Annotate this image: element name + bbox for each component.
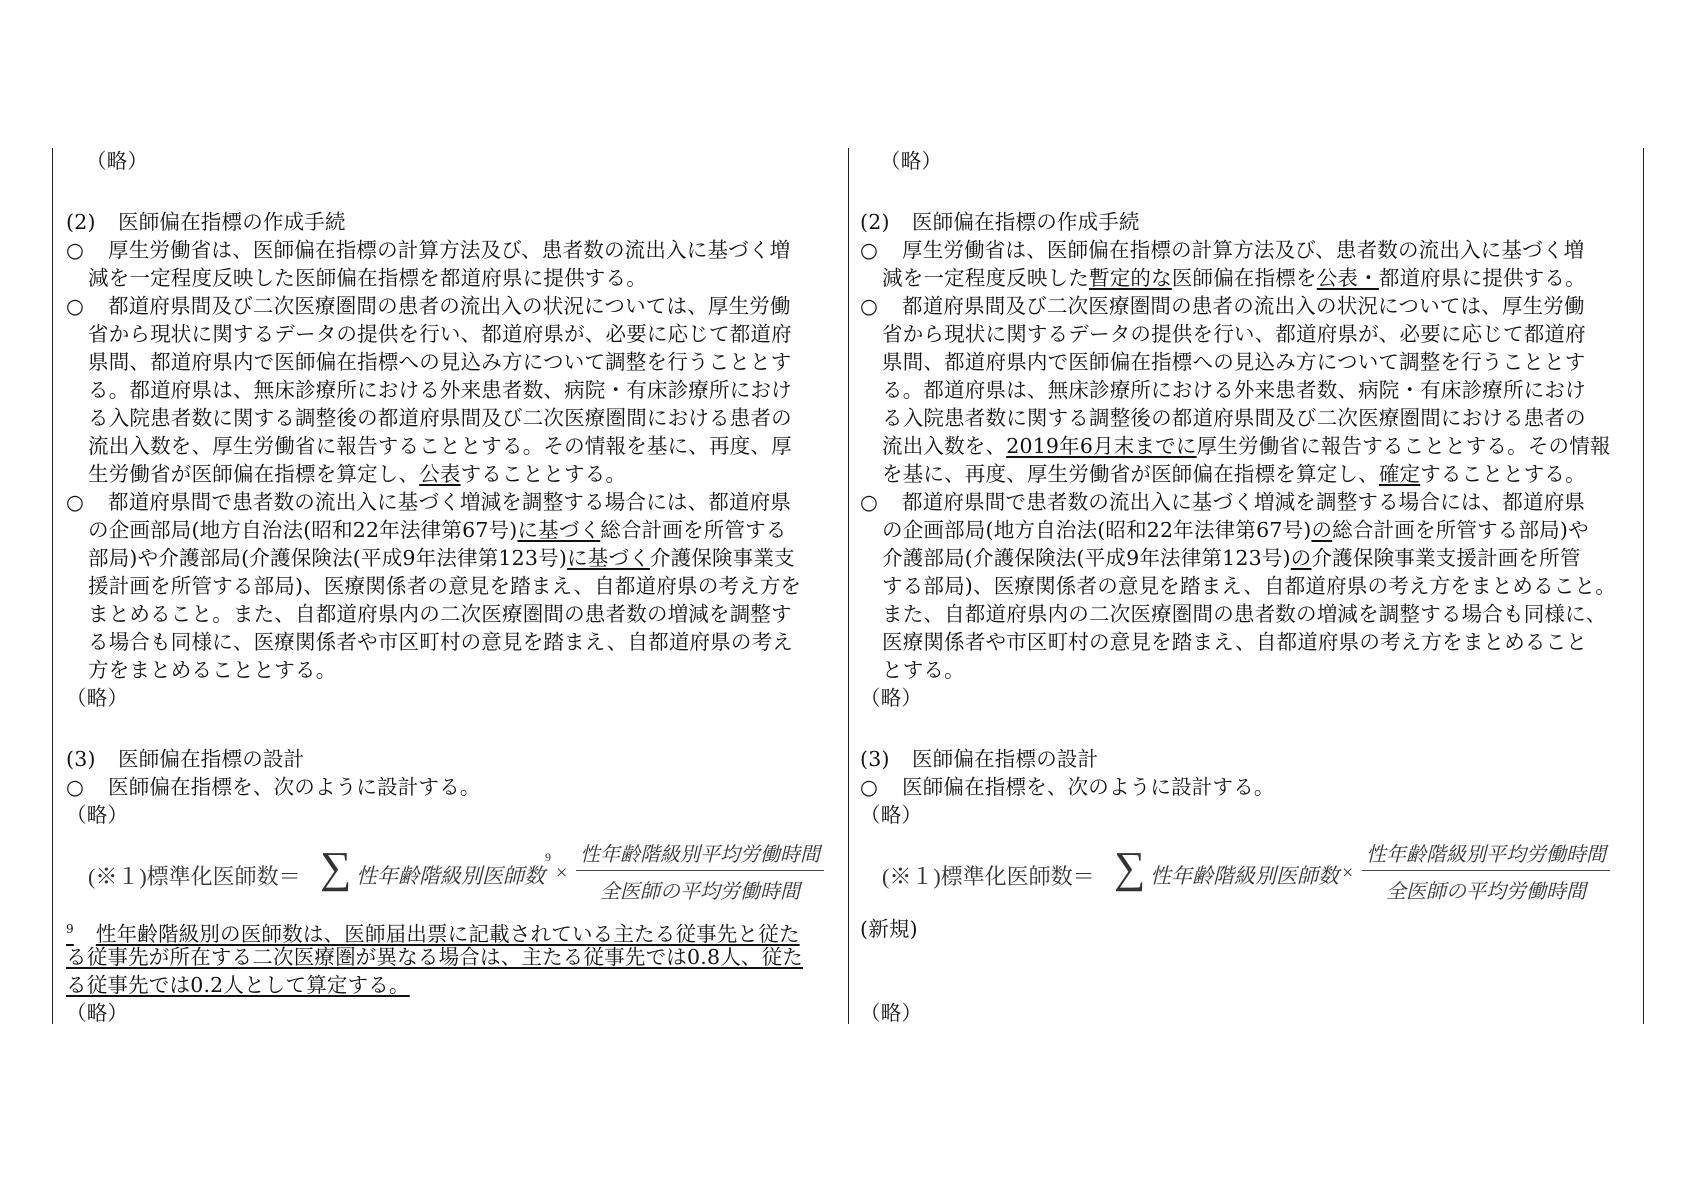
omitted-end: （略） <box>66 1001 129 1025</box>
section-number: (2) <box>66 210 96 234</box>
footnote-mark: 9 <box>66 922 74 936</box>
paragraph-2-line: 省から現状に関するデータの提供を行い、都道府県が、必要に応じて都道府 <box>882 322 1586 346</box>
omitted-top: （略） <box>86 149 149 173</box>
formula-fraction <box>576 838 824 904</box>
footnote-line: る従事先が所在する二次医療圏が異なる場合は、主たる従事先では0.8人、従た <box>66 945 803 969</box>
paragraph-2-line <box>882 432 1611 460</box>
text: 厚生労働省に報告することとする。その情報 <box>1196 434 1611 458</box>
section-3-heading <box>860 745 1098 773</box>
bullet: ○ <box>860 775 879 799</box>
paragraph-3-line: 方をまとめることとする。 <box>88 658 337 682</box>
paragraph-3-line: とする。 <box>882 658 965 682</box>
paragraph-3-line: また、自都道府県内の二次医療圏間の患者数の増減を調整する場合も同様に、 <box>882 602 1607 626</box>
paragraph-3-line <box>860 488 1585 516</box>
paragraph-1-line: 減を一定程度反映した医師偏在指標を都道府県に提供する。 <box>88 266 647 290</box>
paragraph-3-line: 援計画を所管する部局)、医療関係者の意見を踏まえ、自都道府県の考え方を <box>88 574 802 598</box>
text: 介護保険事業支援計画を所管 <box>1311 546 1581 570</box>
sigma-symbol: ∑ <box>1114 843 1146 892</box>
denominator: 全医師の平均労働時間 <box>600 881 800 903</box>
underlined-change: 確定 <box>1378 462 1421 486</box>
text: 減を一定程度反映した <box>882 266 1089 290</box>
section-3-heading <box>66 745 304 773</box>
underlined-change: に基づく <box>567 546 650 570</box>
text: 総合計画を所管する部局)や <box>1332 518 1589 542</box>
numerator: 性年齢階級別平均労働時間 <box>576 838 824 871</box>
paragraph-2-line: 県間、都道府県内で医師偏在指標への見込み方について調整を行うこととす <box>882 350 1586 374</box>
bullet: ○ <box>66 775 85 799</box>
text: 介護保険事業支 <box>649 546 795 570</box>
paragraph-2-line <box>882 460 1586 488</box>
section-number: (2) <box>860 210 890 234</box>
text: 生労働省が医師偏在指標を算定し、 <box>88 462 420 486</box>
text: を基に、再度、厚生労働省が医師偏在指標を算定し、 <box>882 462 1379 486</box>
paragraph-2-line: る。都道府県は、無床診療所における外来患者数、病院・有床診療所におけ <box>882 378 1586 402</box>
text: 流出入数を、 <box>882 434 1007 458</box>
omitted-mid: （略） <box>66 686 129 710</box>
text: の企画部局(地方自治法(昭和22年法律第67号) <box>88 518 518 542</box>
text: 都道府県間及び二次医療圏間の患者の流出入の状況については、厚生労働 <box>902 294 1585 318</box>
bullet: ○ <box>66 238 85 262</box>
times-symbol: × <box>1342 862 1354 884</box>
text: 介護部局(介護保険法(平成9年法律第123号) <box>882 546 1291 570</box>
paragraph-3-line <box>882 516 1589 544</box>
paragraph-3-line <box>66 488 791 516</box>
text: 都道府県に提供する。 <box>1378 266 1586 290</box>
paragraph-1-line <box>66 236 790 264</box>
formula-label: (※１)標準化医師数＝ <box>882 864 1095 889</box>
paragraph-2-line <box>66 292 791 320</box>
formula-term: 性年齢階級別医師数 <box>356 864 545 888</box>
text: することとする。 <box>460 462 627 486</box>
section-2-heading <box>66 208 346 236</box>
underlined-change: の <box>1290 546 1312 570</box>
paragraph-2-line: 県間、都道府県内で医師偏在指標への見込み方について調整を行うこととす <box>88 350 792 374</box>
omitted-end: （略） <box>860 1001 923 1025</box>
paragraph-3-line <box>882 544 1581 572</box>
paragraph-3-line: まとめること。また、自都道府県内の二次医療圏間の患者数の増減を調整す <box>88 602 792 626</box>
text: 厚生労働省は、医師偏在指標の計算方法及び、患者数の流出入に基づく増 <box>902 238 1585 262</box>
paragraph-2-line: る入院患者数に関する調整後の都道府県間及び二次医療圏間における患者の <box>882 406 1586 430</box>
paragraph-3-line <box>88 544 795 572</box>
paragraph-3-line <box>88 516 787 544</box>
text: の企画部局(地方自治法(昭和22年法律第67号) <box>882 518 1312 542</box>
text: することとする。 <box>1420 462 1586 486</box>
omitted-formula-intro: （略） <box>860 803 923 827</box>
paragraph-2-line <box>88 460 626 488</box>
standardized-doctor-formula <box>88 843 848 903</box>
text: 厚生労働省は、医師偏在指標の計算方法及び、患者数の流出入に基づく増 <box>108 238 791 262</box>
footnote-line <box>66 915 800 946</box>
paragraph-2-line: る。都道府県は、無床診療所における外来患者数、病院・有床診療所におけ <box>88 378 792 402</box>
paragraph-3-line: する部局)、医療関係者の意見を踏まえ、自都道府県の考え方をまとめること。 <box>882 574 1616 598</box>
formula-label: (※１)標準化医師数＝ <box>88 864 301 889</box>
paragraph-1-line <box>860 236 1584 264</box>
omitted-formula-intro: （略） <box>66 803 129 827</box>
paragraph-3-line: る場合も同様に、医療関係者や市区町村の意見を踏まえ、自都道府県の考え <box>88 630 794 654</box>
numerator: 性年齢階級別平均労働時間 <box>1362 838 1610 871</box>
paragraph-1-line <box>882 264 1586 292</box>
new-provision-label: (新規) <box>860 917 918 941</box>
underlined-change: 暫定的な <box>1089 266 1172 290</box>
underlined-change: 2019年6月末までに <box>1006 434 1197 458</box>
underlined-change: 公表・ <box>1316 266 1379 290</box>
underlined-change: の <box>1311 518 1333 542</box>
center-divider <box>848 148 849 1024</box>
section-title: 医師偏在指標の作成手続 <box>118 210 346 234</box>
bullet: ○ <box>66 490 85 514</box>
paragraph-2-line <box>860 292 1585 320</box>
section-title: 医師偏在指標の設計 <box>118 747 305 771</box>
bullet: ○ <box>860 490 879 514</box>
text: 都道府県間で患者数の流出入に基づく増減を調整する場合には、都道府県 <box>108 490 792 514</box>
standardized-doctor-formula <box>882 843 1642 903</box>
denominator: 全医師の平均労働時間 <box>1386 881 1586 903</box>
paragraph-4-line <box>66 773 481 801</box>
section-title: 医師偏在指標の作成手続 <box>912 210 1140 234</box>
section-2-heading <box>860 208 1140 236</box>
omitted-top: （略） <box>880 149 943 173</box>
footnote-ref: 9 <box>545 850 551 864</box>
formula-term: 性年齢階級別医師数 <box>1150 864 1339 888</box>
text: 都道府県間で患者数の流出入に基づく増減を調整する場合には、都道府県 <box>902 490 1586 514</box>
paragraph-2-line: る入院患者数に関する調整後の都道府県間及び二次医療圏間における患者の <box>88 406 792 430</box>
text: 部局)や介護部局(介護保険法(平成9年法律第123号) <box>88 546 568 570</box>
times-symbol: × <box>556 862 568 884</box>
paragraph-2-line: 省から現状に関するデータの提供を行い、都道府県が、必要に応じて都道府 <box>88 322 792 346</box>
underlined-change: 公表 <box>419 462 461 486</box>
text: 総合計画を所管する <box>600 518 787 542</box>
sigma-symbol: ∑ <box>320 843 352 892</box>
paragraph-2-line: 流出入数を、厚生労働省に報告することとする。その情報を基に、再度、厚 <box>88 434 792 458</box>
text: 医師偏在指標を、次のように設計する。 <box>108 775 481 799</box>
text: 医師偏在指標を、次のように設計する。 <box>902 775 1275 799</box>
bullet: ○ <box>66 294 85 318</box>
section-number: (3) <box>860 747 890 771</box>
right-border <box>1643 148 1644 1024</box>
text: 医師偏在指標を <box>1171 266 1317 290</box>
formula-fraction <box>1362 838 1610 904</box>
text: 都道府県間及び二次医療圏間の患者の流出入の状況については、厚生労働 <box>108 294 791 318</box>
bullet: ○ <box>860 238 879 262</box>
bullet: ○ <box>860 294 879 318</box>
text: 性年齢階級別の医師数は、医師届出票に記載されている主たる従事先と従た <box>95 921 800 946</box>
underlined-change: に基づく <box>517 518 601 542</box>
paragraph-4-line <box>860 773 1275 801</box>
section-number: (3) <box>66 747 96 771</box>
footnote-line: る従事先では0.2人として算定する。 <box>66 973 410 997</box>
left-border <box>52 148 53 1024</box>
omitted-mid: （略） <box>860 686 923 710</box>
paragraph-3-line: 医療関係者や市区町村の意見を踏まえ、自都道府県の考え方をまとめること <box>882 630 1588 654</box>
section-title: 医師偏在指標の設計 <box>912 747 1099 771</box>
